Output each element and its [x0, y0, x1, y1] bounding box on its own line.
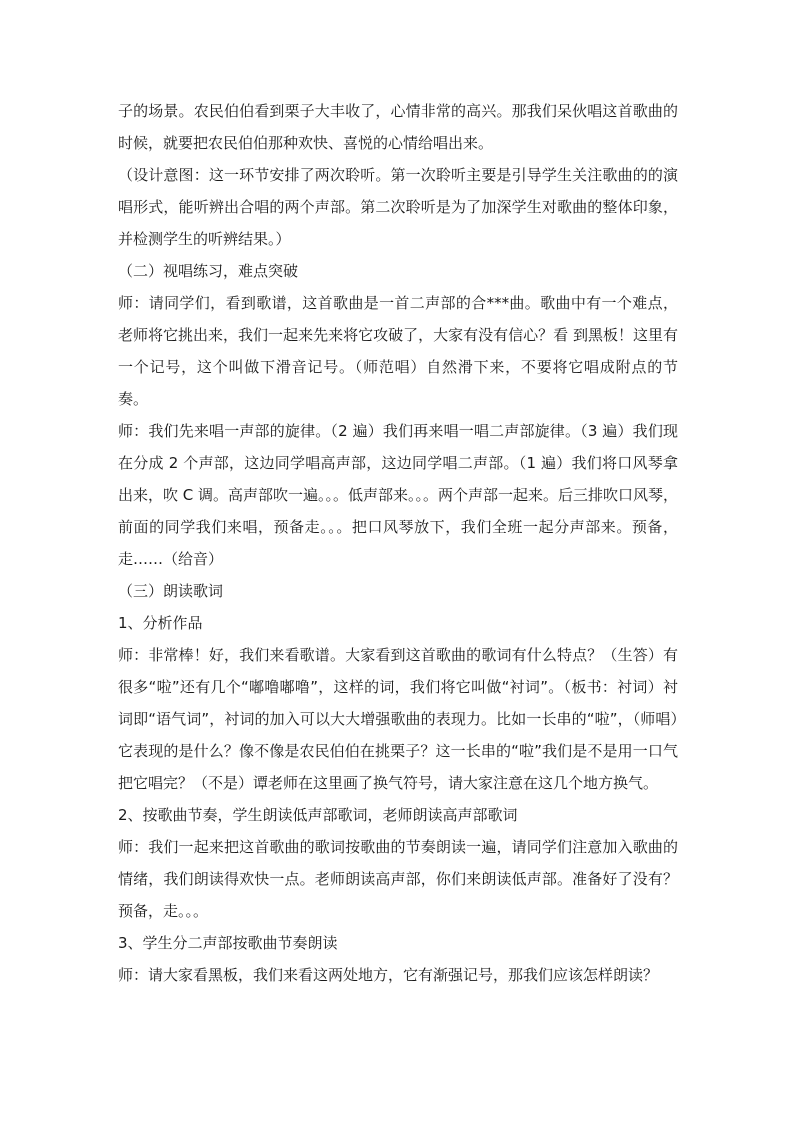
paragraph-teacher-crescendo: 师：请大家看黑板，我们来看这两处地方，它有渐强记号，那我们应该怎样朗读？ [118, 966, 659, 984]
paragraph-teacher-read-together: 师：我们一起来把这首歌曲的歌词按歌曲的节奏朗读一遍，请同学们注意加入歌曲的情绪，我们朗读得欢快一点。老师朗读高声部，你们来朗读低声部。准备好了没有？预备，走。。。 [118, 838, 678, 920]
subheading-analyze-work: 1、分析作品 [118, 614, 203, 632]
subheading-two-part-reading: 3、学生分二声部按歌曲节奏朗读 [118, 934, 338, 952]
paragraph-teacher-parts: 师：我们先来唱一声部的旋律。（2 遍）我们再来唱一唱二声部旋律。（3 遍）我们现在分成 2 个声部，这边同学唱高声部，这边同学唱二声部。（1 遍）我们将口风琴拿出来，吹 C 调。高声部吹一遍。。。低声部来。。。两个声部一起来。后三排吹口风琴，前面的同学我们来唱，预备走。。。把口风琴放下，我们全班一起分声部来。预备，走……（给音） [118, 422, 679, 568]
section-heading-sight-singing: （二）视唱练习，难点突破 [118, 262, 299, 280]
paragraph-teacher-lyrics-features: 师：非常棒！好，我们来看歌谱。大家看到这首歌曲的歌词有什么特点？（生答）有很多“啦”还有几个“嘟噜嘟噜”，这样的词，我们将它叫做“衬词”。（板书：衬词）衬词即“语气词”，衬词的加入可以大大增强歌曲的表现力。比如一长串的“啦”，（师唱）它表现的是什么？像不像是农民伯伯在挑栗子？这一长串的“啦”我们是不是用一口气把它唱完？（不是）谭老师在这里画了换气符号，请大家注意在这几个地方换气。 [118, 646, 678, 792]
paragraph-intro-scene: 子的场景。农民伯伯看到栗子大丰收了，心情非常的高兴。那我们呆伙唱这首歌曲的时候，就要把农民伯伯那种欢快、喜悦的心情给唱出来。 [118, 102, 678, 152]
paragraph-design-intent: （设计意图：这一环节安排了两次聆听。第一次聆听主要是引导学生关注歌曲的的演唱形式，能听辨出合唱的两个声部。第二次聆听是为了加深学生对歌曲的整体印象，并检测学生的听辨结果。） [118, 166, 678, 248]
document-body [118, 95, 678, 991]
subheading-rhythm-reading: 2、按歌曲节奏，学生朗读低声部歌词，老师朗读高声部歌词 [118, 806, 518, 824]
section-heading-read-lyrics: （三）朗读歌词 [118, 582, 224, 600]
paragraph-teacher-difficulty: 师：请同学们，看到歌谱，这首歌曲是一首二声部的合***曲。歌曲中有一个难点，老师将它挑出来，我们一起来先来将它攻破了，大家有没有信心？看 到黑板！这里有一个记号，这个叫做下滑音记号。（师范唱）自然滑下来，不要将它唱成附点的节奏。 [118, 294, 678, 408]
